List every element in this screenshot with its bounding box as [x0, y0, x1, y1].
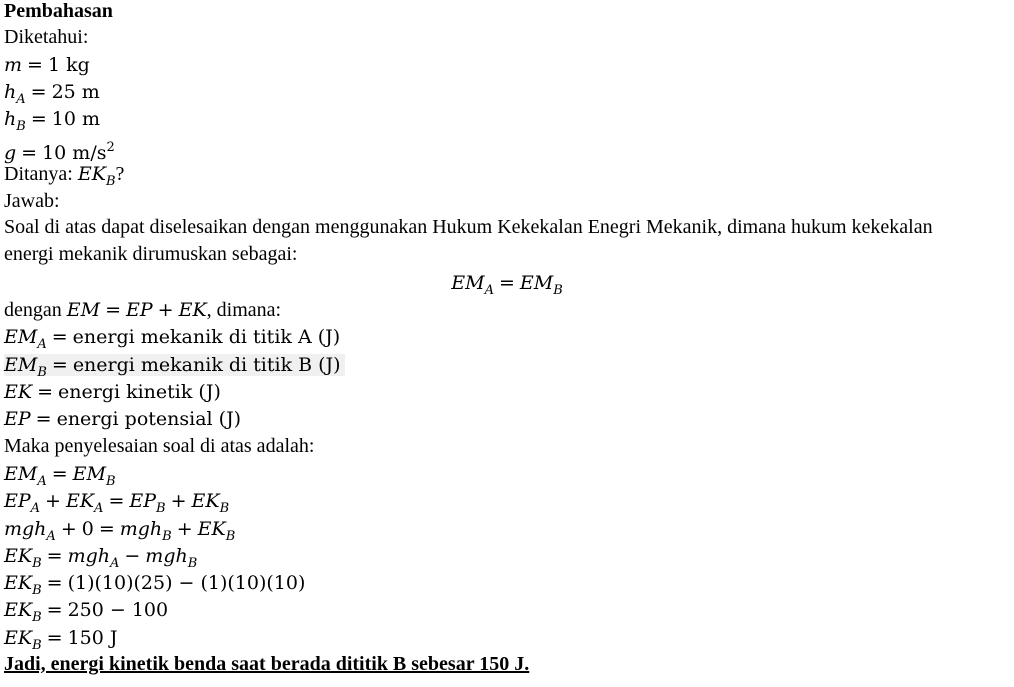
given-height-a: $h_A = 25$ m — [4, 81, 100, 107]
def-ep-text: energi potensial (J) — [56, 408, 242, 430]
step-7: $EK_B = 150$ J — [4, 627, 118, 653]
asked-line: Ditanya: $EK_B$? — [4, 163, 125, 189]
asked-label: Ditanya: — [4, 163, 73, 185]
definition-line: dengan EM = EP + EK, dimana: — [4, 299, 282, 321]
def-ema-text: energi mekanik di titik A (J) — [72, 326, 341, 348]
def-ema: $EM_A$ = energi mekanik di titik A (J) — [4, 326, 341, 352]
step-5: $EK_B = (1)(10)(25) - (1)(10)(10)$ — [4, 572, 306, 598]
given-height-b: $h_B = 10$ m — [4, 108, 100, 134]
gravity-exponent: 2 — [106, 140, 115, 155]
step-2: $EP_A + EK_A = EP_B + EK_B$ — [4, 490, 230, 516]
step-1: $EM_A = EM_B$ — [4, 463, 116, 489]
step-5-rhs: (1)(10)(25) − (1)(10)(10) — [67, 572, 306, 594]
def-ek: EK = energi kinetik (J) — [4, 381, 221, 403]
def-ek-text: energi kinetik (J) — [58, 381, 221, 403]
conclusion-text: Jadi, energi kinetik benda saat berada dititik B sebesar 150 J. — [4, 653, 530, 675]
answer-label: Jawab: — [4, 190, 60, 212]
def-emb: $EM_B$ = energi mekanik di titik B (J) — [4, 352, 345, 379]
gravity-value: 10 m/s — [42, 142, 107, 164]
step-6-rhs: 250 − 100 — [67, 599, 169, 621]
def-emb-text: energi mekanik di titik B (J) — [72, 354, 341, 376]
step-3: $mgh_A + 0 = mgh_B + EK_B$ — [4, 518, 236, 544]
solution-intro: Maka penyelesaian soal di atas adalah: — [4, 435, 315, 457]
heading: Pembahasan — [4, 0, 113, 22]
intro-line-2: energi mekanik dirumuskan sebagai: — [4, 243, 298, 265]
where-label: , dimana: — [206, 299, 282, 321]
step-4: $EK_B = mgh_A - mgh_B$ — [4, 545, 198, 571]
step-6: $EK_B = 250 - 100$ — [4, 599, 169, 625]
def-ep: EP = energi potensial (J) — [4, 408, 242, 430]
known-label: Diketahui: — [4, 26, 89, 48]
height-b-value: 10 m — [51, 108, 100, 130]
height-a-value: 25 m — [51, 81, 100, 103]
conclusion — [4, 651, 529, 678]
given-gravity: g = 10 $m/s^2$ — [4, 140, 115, 164]
step-7-rhs: 150 J — [67, 627, 118, 649]
with-label: dengan — [4, 299, 62, 321]
given-mass: m = 1 kg — [4, 54, 90, 76]
intro-line-1: Soal di atas dapat diselesaikan dengan menggunakan Hukum Kekekalan Enegri Mekanik, dimana hukum kekekalan — [4, 216, 933, 238]
conservation-equation: $EM_A = EM_B$ — [451, 272, 563, 298]
mass-value: 1 kg — [47, 54, 90, 76]
